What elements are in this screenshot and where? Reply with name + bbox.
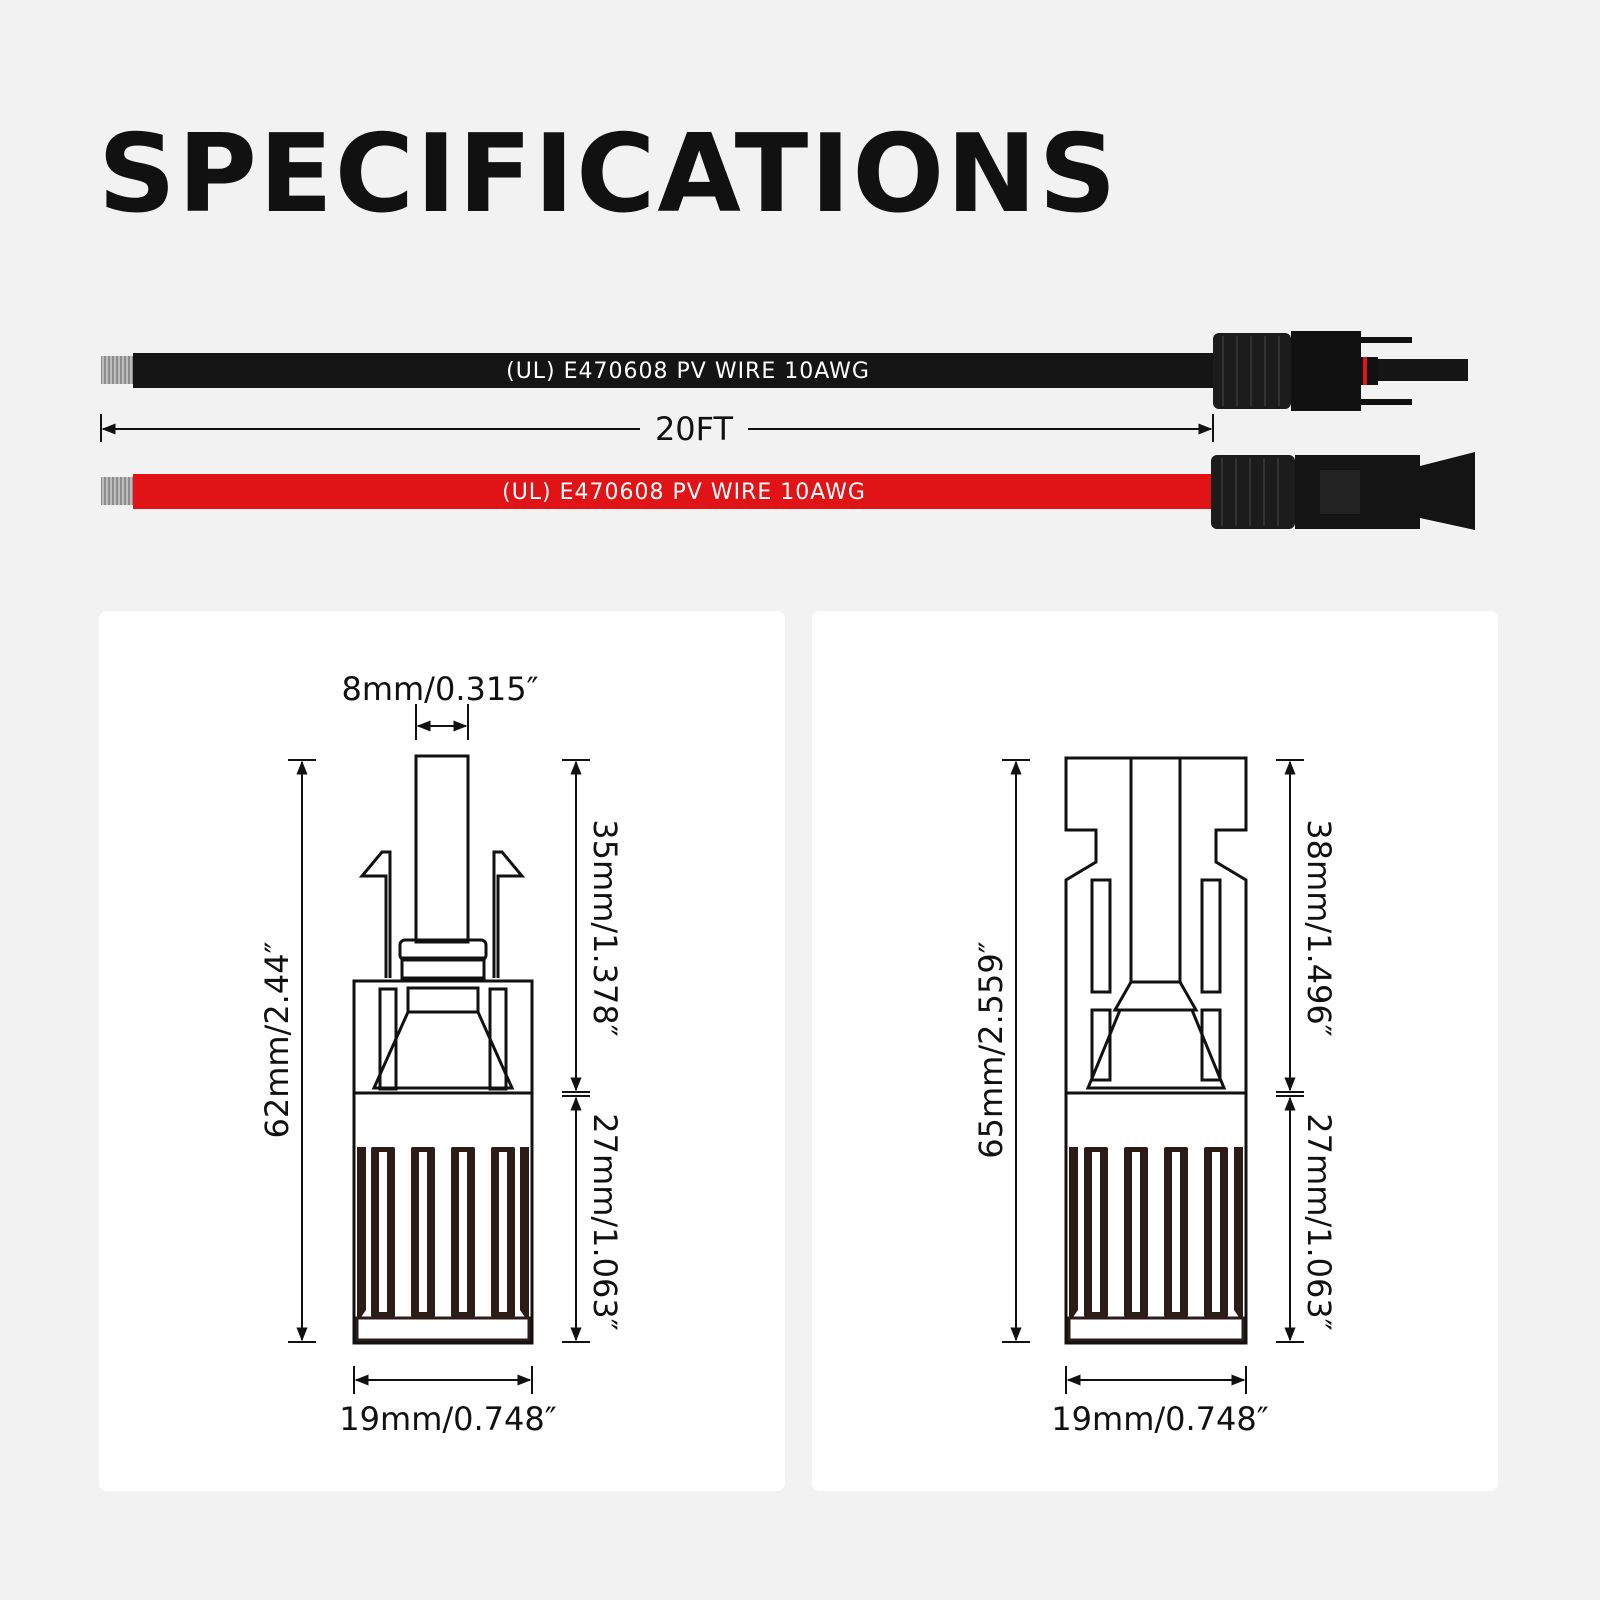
- male-upper-height-label: 35mm/1.378″: [586, 819, 624, 1037]
- female-width-label: 19mm/0.748″: [1051, 1400, 1269, 1438]
- female-total-height-label: 65mm/2.559″: [972, 941, 1010, 1159]
- male-width-label: 19mm/0.748″: [339, 1400, 557, 1438]
- female-mc4-connector: [1211, 452, 1475, 530]
- female-upper-height-label: 38mm/1.496″: [1300, 819, 1338, 1037]
- exposed-strands-red: [101, 477, 135, 505]
- length-dimension: [101, 410, 1213, 448]
- black-cable: [101, 331, 1468, 411]
- page-title: SPECIFICATIONS: [98, 112, 1119, 237]
- male-total-height-label: 62mm/2.44″: [258, 941, 296, 1139]
- exposed-strands-black: [101, 356, 135, 384]
- male-lower-height-label: 27mm/1.063″: [586, 1113, 624, 1331]
- length-label: 20FT: [654, 410, 734, 448]
- black-wire-label: (UL) E470608 PV WIRE 10AWG: [506, 359, 870, 384]
- red-cable: [101, 452, 1475, 530]
- female-lower-height-label: 27mm/1.063″: [1300, 1113, 1338, 1331]
- red-wire-label: (UL) E470608 PV WIRE 10AWG: [502, 480, 866, 505]
- male-mc4-connector: [1213, 331, 1468, 411]
- male-pin-width-label: 8mm/0.315″: [341, 670, 539, 708]
